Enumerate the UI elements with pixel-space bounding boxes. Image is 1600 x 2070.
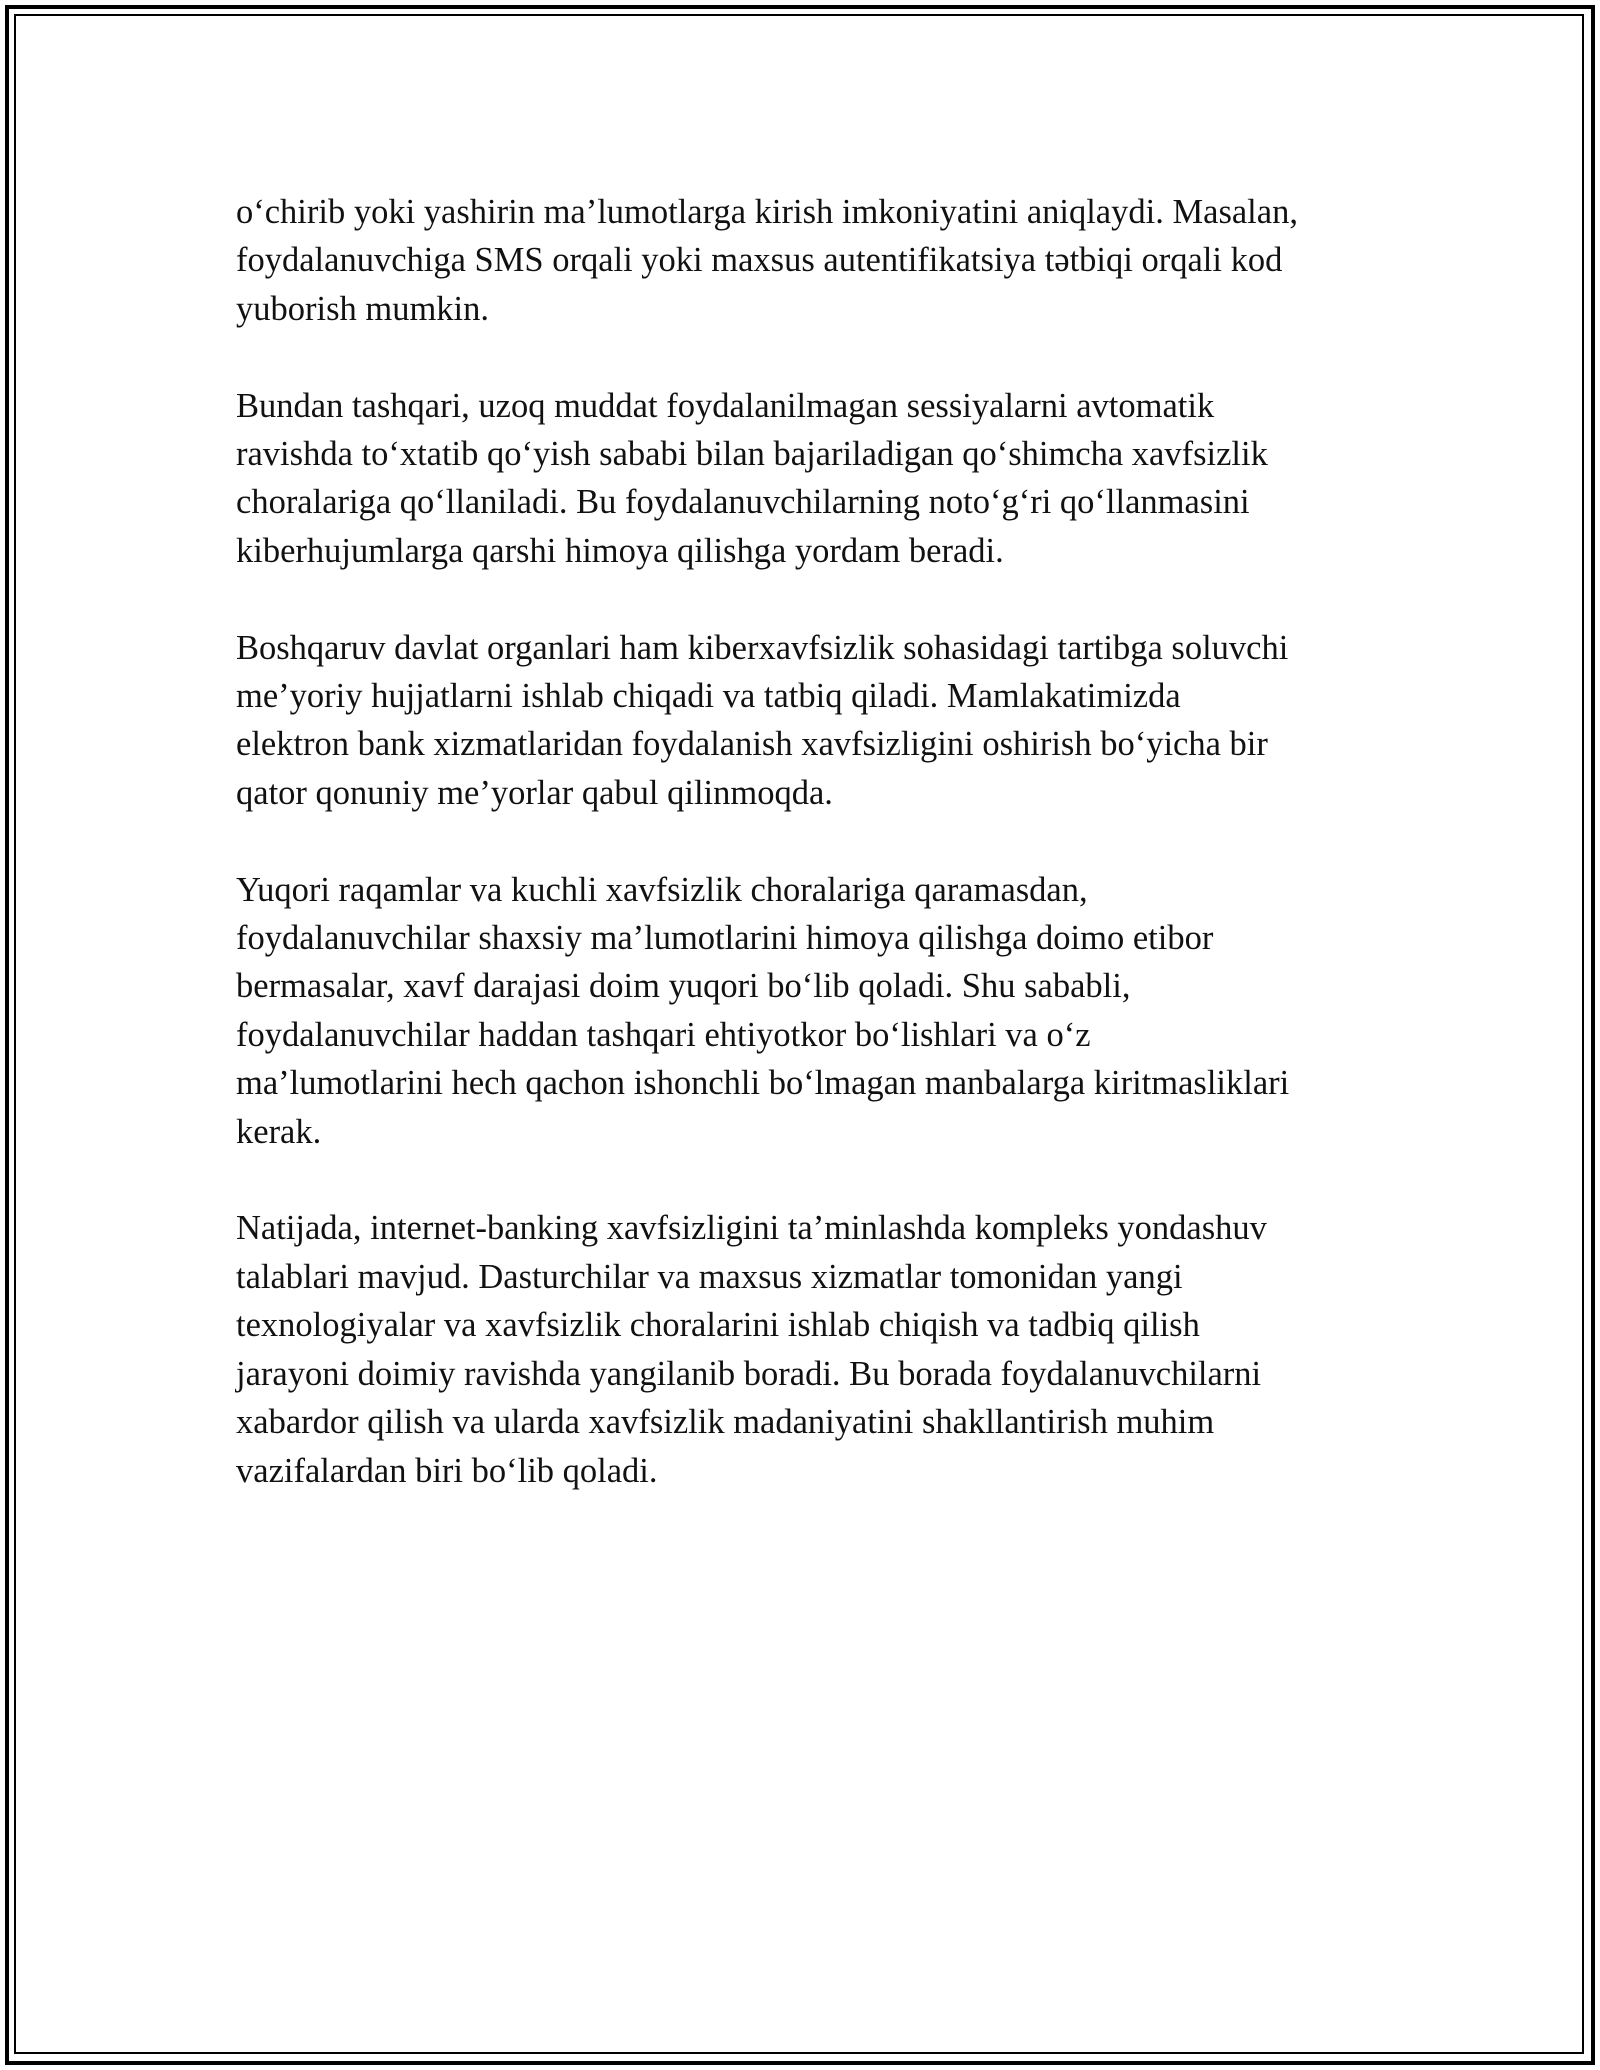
text-line: ma’lumotlarini hech qachon ishonchli bo‘lmagan manbalarga kiritmasliklari <box>236 1064 1290 1103</box>
text-line: elektron bank xizmatlaridan foydalanish xavfsizligini oshirish bo‘yicha bir <box>236 725 1268 764</box>
text-line: texnologiyalar va xavfsizlik choralarini ishlab chiqish va tadbiq qilish <box>236 1306 1200 1345</box>
paragraph-5 <box>236 1204 1376 1494</box>
text-line: kiberhujumlarga qarshi himoya qilishga yordam beradi. <box>236 531 1004 570</box>
text-line: o‘chirib yoki yashirin ma’lumotlarga kirish imkoniyatini aniqlaydi. Masalan, <box>236 193 1298 231</box>
text-line: Bundan tashqari, uzoq muddat foydalanilmagan sessiyalarni avtomatik <box>236 386 1215 425</box>
text-line: jarayoni doimiy ravishda yangilanib boradi. Bu borada foydalanuvchilarni <box>236 1354 1262 1393</box>
paragraph-3 <box>236 624 1376 818</box>
text-line: foydalanuvchilar haddan tashqari ehtiyotkor bo‘lishlari va o‘z <box>236 1015 1091 1054</box>
text-line: xabardor qilish va ularda xavfsizlik madaniyatini shakllantirish muhim <box>236 1403 1215 1442</box>
text-line: ravishda to‘xtatib qo‘yish sababi bilan bajariladigan qo‘shimcha xavfsizlik <box>236 435 1268 474</box>
text-line: vazifalardan biri bo‘lib qoladi. <box>236 1451 658 1490</box>
paragraph-2 <box>236 382 1376 576</box>
text-line: talablari mavjud. Dasturchilar va maxsus xizmatlar tomonidan yangi <box>236 1257 1183 1296</box>
paragraph-4 <box>236 866 1376 1156</box>
document-body <box>236 188 1376 1543</box>
text-line: Boshqaruv davlat organlari ham kiberxavfsizlik sohasidagi tartibga soluvchi <box>236 628 1289 667</box>
paragraph-1 <box>236 188 1376 333</box>
text-line: choralariga qo‘llaniladi. Bu foydalanuvchilarning noto‘g‘ri qo‘llanmasini <box>236 483 1250 522</box>
text-line: kerak. <box>236 1112 322 1151</box>
text-line: Natijada, internet-banking xavfsizligini ta’minlashda kompleks yondashuv <box>236 1209 1267 1248</box>
text-line: Yuqori raqamlar va kuchli xavfsizlik choralariga qaramasdan, <box>236 870 1088 909</box>
text-line: yuborish mumkin. <box>236 289 490 328</box>
text-line: foydalanuvchiga SMS orqali yoki maxsus autentifikatsiya tətbiqi orqali kod <box>236 241 1283 280</box>
text-line: bermasalar, xavf darajasi doim yuqori bo‘lib qoladi. Shu sababli, <box>236 967 1131 1006</box>
text-line: foydalanuvchilar shaxsiy ma’lumotlarini himoya qilishga doimo etibor <box>236 919 1214 958</box>
text-line: qator qonuniy me’yorlar qabul qilinmoqda. <box>236 773 833 812</box>
text-line: me’yoriy hujjatlarni ishlab chiqadi va tatbiq qiladi. Mamlakatimizda <box>236 677 1181 716</box>
